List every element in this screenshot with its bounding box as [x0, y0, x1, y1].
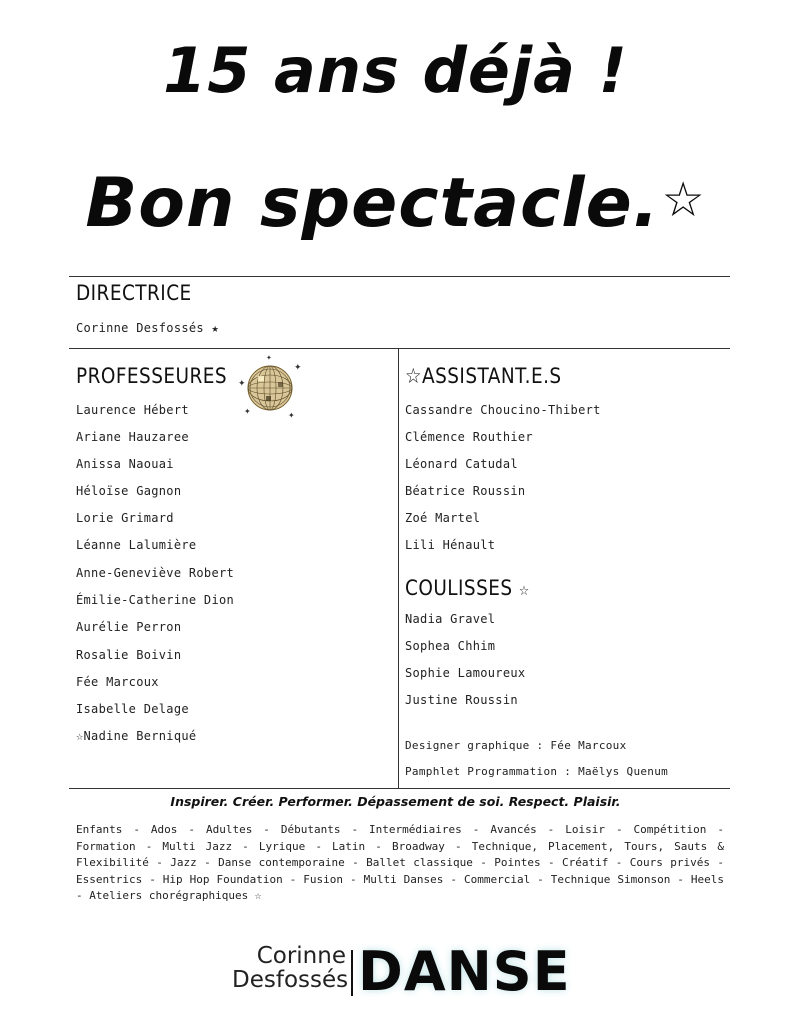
- headline-bon-spectacle: [0, 164, 791, 243]
- professeure-name: Anne-Geneviève Robert: [76, 566, 235, 580]
- assistant-name: Zoé Martel: [405, 511, 481, 525]
- professeure-name: ☆Nadine Berniqué: [76, 729, 197, 743]
- heading-professeures: PROFESSEURES: [76, 364, 228, 388]
- svg-text:✦: ✦: [288, 411, 295, 420]
- heading-assistants: ☆ASSISTANT.E.S: [405, 364, 562, 388]
- assistant-name: Béatrice Roussin: [405, 484, 526, 498]
- svg-text:✦: ✦: [294, 363, 302, 373]
- professeure-name: Anissa Naouai: [76, 457, 174, 471]
- professeure-name: Rosalie Boivin: [76, 648, 182, 662]
- assistant-name: Lili Hénault: [405, 538, 496, 552]
- professeure-name: Héloïse Gagnon: [76, 484, 182, 498]
- coulisse-name: Nadia Gravel: [405, 612, 496, 626]
- course-list: Enfants - Ados - Adultes - Débutants - Intermédiaires - Avancés - Loisir - Compétition - Formation - Multi Jazz - Lyrique - Latin - Broadway - Technique, Placement, Tours, Sauts & Flexibilité - Jazz - Danse contemporaine - Ballet classique - Pointes - Créatif - Cours privés - Essentrics - Hip Hop Foundation - Fusion - Multi Danses - Commercial - Technique Simonson - Heels - Ateliers chorégraphiques ☆: [76, 823, 724, 902]
- svg-text:✦: ✦: [238, 379, 246, 389]
- star-icon: ☆: [518, 584, 530, 599]
- logo-name: [232, 943, 349, 993]
- assistant-name: Clémence Routhier: [405, 430, 533, 444]
- credit-pamphlet: Pamphlet Programmation : Maëlys Quenum: [405, 765, 669, 778]
- tagline: Inspirer. Créer. Performer. Dépassement de soi. Respect. Plaisir.: [170, 794, 621, 809]
- headline-text: Bon spectacle.: [85, 164, 660, 243]
- coulisse-name: Sophie Lamoureux: [405, 666, 526, 680]
- divider-bottom: [69, 788, 730, 789]
- credit-designer: Designer graphique : Fée Marcoux: [405, 739, 627, 752]
- professeure-name: Fée Marcoux: [76, 675, 159, 689]
- star-icon: ☆: [661, 172, 706, 228]
- logo-line2: Desfossés: [232, 967, 349, 993]
- professeure-name: Ariane Hauzaree: [76, 430, 189, 444]
- svg-text:✦: ✦: [244, 407, 251, 416]
- column-divider: [398, 348, 399, 788]
- logo: [232, 940, 571, 1004]
- professeure-name: Léanne Lalumière: [76, 538, 197, 552]
- heading-coulisses: [405, 576, 530, 600]
- coulisse-name: Justine Roussin: [405, 693, 518, 707]
- logo-line1: Corinne: [256, 943, 346, 969]
- coulisse-name: Sophea Chhim: [405, 639, 496, 653]
- professeure-name: Isabelle Delage: [76, 702, 189, 716]
- assistant-name: Léonard Catudal: [405, 457, 518, 471]
- disco-ball-icon: [236, 352, 304, 422]
- professeure-name: Aurélie Perron: [76, 620, 182, 634]
- svg-text:✦: ✦: [266, 354, 272, 362]
- professeure-name: Lorie Grimard: [76, 511, 174, 525]
- logo-wordmark: DANSE: [358, 940, 571, 1003]
- divider-middle: [69, 348, 730, 349]
- logo-separator: [351, 950, 353, 996]
- professeure-name: Émilie-Catherine Dion: [76, 593, 235, 607]
- directrice-name: Corinne Desfossés ★: [76, 321, 219, 335]
- heading-directrice: DIRECTRICE: [76, 281, 192, 305]
- assistant-name: Cassandre Choucino-Thibert: [405, 403, 601, 417]
- divider-top: [69, 276, 730, 277]
- professeure-name: Laurence Hébert: [76, 403, 189, 417]
- headline-15-ans: 15 ans déjà !: [163, 34, 628, 107]
- heading-coulisses-text: COULISSES: [405, 576, 513, 600]
